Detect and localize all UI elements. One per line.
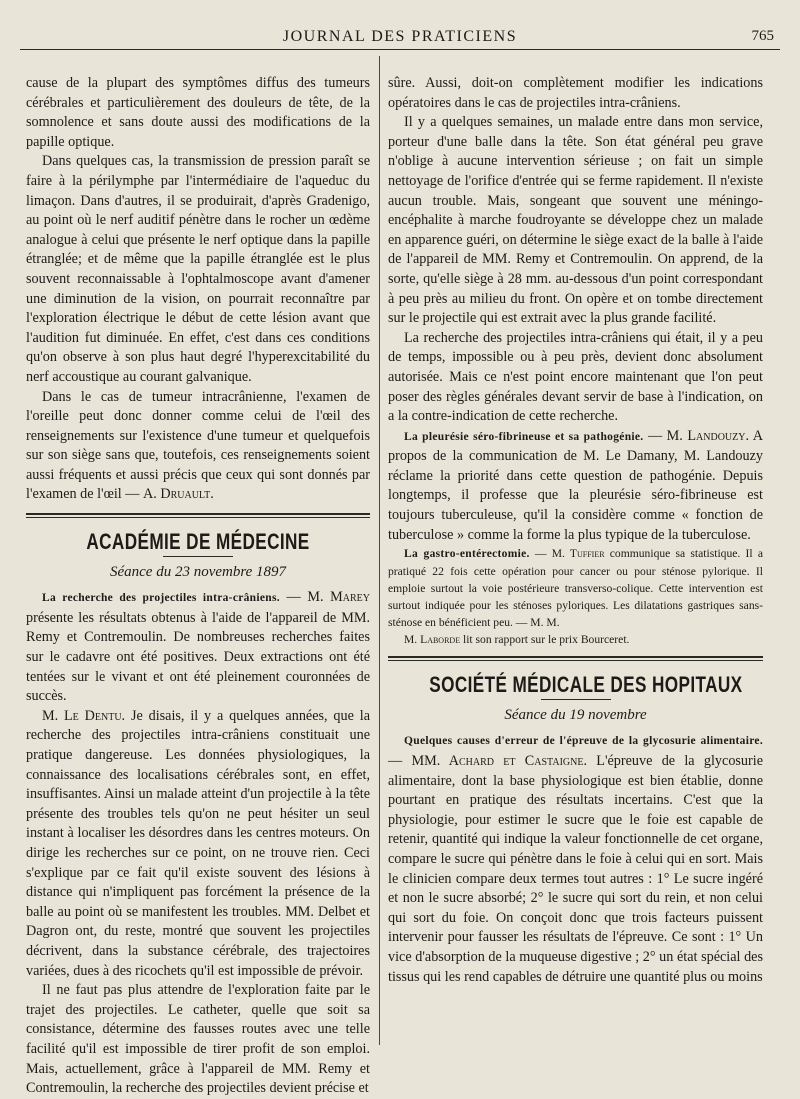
author-name: — MM. Achard et Castaigne. bbox=[388, 753, 587, 770]
paragraph bbox=[26, 588, 370, 707]
author-name: M. Laborde bbox=[404, 633, 461, 647]
rubric-heading: Quelques causes d'erreur de l'épreuve de la glycosurie alimentaire. bbox=[404, 735, 763, 748]
paragraph: Dans quelques cas, la transmission de pression paraît se faire à la périlymphe par l'intermédiaire de l'aqueduc du limaçon. Dans d'autres, il se produirait, d'après Gradenigo, au point où le nerf auditif pénètre dans le rocher un œdème analogue à celui que présente le nerf optique dans la papille étranglée; et de même que la papille étranglée est le plus souvent reconnaissable à l'ophtalmoscope avant d'amener une diminution de la vision, on pourrait reconnaître par l'exploration électrique le début de cette lésion avant que l'audition fut diminuée. En effet, c'est dans ces conditions qu'on observe à son plus haut degré l'hyperexcitabilité du nerf accoustique au courant galvanique. bbox=[26, 153, 370, 385]
journal-title: JOURNAL DES PRATICIENS bbox=[282, 28, 518, 45]
paragraph-text: lit son rapport sur le prix Bourceret. bbox=[460, 633, 630, 647]
paragraph: Il ne faut pas plus attendre de l'exploration faite par le trajet des projectiles. Le catheter, quelle que soit sa consistance, détermine des fausses routes avec une telle facilité qu'il est impossible de tirer profit de son emploi. Mais, actuellement, grâce à l'appareil de MM. Remy et Contremoulin, la recherche des projectiles devient précise et bbox=[26, 982, 370, 1097]
paragraph: La recherche des projectiles intra-crâniens qui était, il y a peu de temps, impossible ou à peu près, devient donc absolument autorisée. Mais ce n'est point encore maintenant que l'on peut poser des règles générales devant servir de base à l'indication, on a la contre-indication de cette recherche. bbox=[388, 329, 763, 425]
paragraph bbox=[26, 707, 370, 981]
section-title-societe: SOCIÉTÉ MÉDICALE DES HOPITAUX bbox=[429, 672, 743, 698]
left-column bbox=[26, 74, 370, 1099]
section-rule bbox=[388, 656, 763, 661]
session-date: Séance du 23 novembre 1897 bbox=[109, 563, 287, 580]
rubric-heading: La recherche des projectiles intra-crâniens. bbox=[42, 592, 280, 605]
short-rule bbox=[541, 699, 611, 700]
paragraph-text: Je disais, il y a quelques années, que la recherche des projectiles intra-crâniens constituait une pratique dangereuse. Les données physiologiques, la connaissance des localisations cérébrales sont, en effet, insuffisantes. Ainsi un malade atteint d'un projectile à la tête présente des troubles tels qu'on ne peut hésiter un seul instant à localiser les désordres dans les centres moteurs. On dirige les recherches sur ce point, on ne trouve rien. Ceci s'explique par ce fait qu'il existe souvent des lésions à distance qui n'impliquent pas forcément la présence de la balle au point où se manifestent les troubles. MM. Delbet et Dagron ont, du reste, montré que souvent les projectiles décrivent, dans la substance cérébrale, des trajectoires variées, dues à des ricochets qu'il est impossible de prévoir. bbox=[26, 707, 370, 979]
paragraph: cause de la plupart des symptômes diffus des tumeurs cérébrales et particulièrement des douleurs de tête, de la somnolence et sans doute aussi des modifications de la papille optique. bbox=[26, 75, 370, 150]
short-rule bbox=[163, 556, 233, 557]
paragraph bbox=[26, 388, 370, 506]
paragraph bbox=[388, 427, 763, 546]
paragraph-text: L'épreuve de la glycosurie alimentaire, dont la base physiologique est bien établie, donne pourtant en pratique des résultats incertains. C'est que la physiologie, pour estimer le sucre que le foie est capable de retenir, quantité qui indique la valeur fonctionnelle de cet organe, compare le sucre qui pénètre dans le foie à celui qui en sort. Mais le clinicien compare deux termes tout autres : 1° Le sucre ingéré et non le sucre absorbé; 2° le sucre qui sort du rein, et non celui qui sort du foie. On conçoit donc que trois facteurs puissent intervenir pour fausser les résultats de l'épreuve. Ce sont : 1° Un vice d'absorption de la muqueuse digestive ; 2° un état spécial des tissus qui les rend capables de détruire une quantité plus ou moins bbox=[388, 753, 763, 985]
author-name: — M. Landouzy. bbox=[643, 427, 750, 444]
header-rule bbox=[20, 49, 780, 50]
author-name: M. Le Dentu. bbox=[42, 707, 126, 724]
paragraph bbox=[388, 631, 763, 648]
author-name: — M. Tuffier bbox=[529, 547, 605, 561]
author-name: — M. Marey bbox=[279, 589, 370, 606]
paragraph: sûre. Aussi, doit-on complètement modifier les indications opératoires dans le cas de projectiles intra-crâniens. bbox=[388, 75, 763, 111]
page-number: 765 bbox=[751, 28, 774, 44]
right-column bbox=[388, 74, 763, 987]
page-header bbox=[20, 22, 780, 52]
paragraph-text: communique sa statistique. Il a pratiqué 22 fois cette opération pour cancer ou pour sténose pylorique. Il emploie surtout la voie postérieure transverso-colique. Cette intervention est surtout indiquée pour les sténoses pyloriques. Les dilatations gastriques sans-sténose en bénéficient peu. — M. M. bbox=[388, 547, 763, 630]
paragraph-text: A propos de la communication de M. Le Damany, M. Landouzy réclame la priorité dans cette question de pathogénie. Depuis longtemps, il professe que la pleurésie séro-fibrineuse est toujours tuberculeuse, qu'il la considère comme « fonction de tuberculose » comme la forme la plus typique de la tuberculose. bbox=[388, 427, 763, 543]
column-divider bbox=[379, 56, 380, 1045]
paragraph-text: présente les résultats obtenus à l'aide de l'appareil de MM. Remy et Contremoulin. De nombreuses recherches faites sur le cadavre ont été positives. Deux extractions ont été tentées sur le vivant et ont été pleinement couronnées de succès. bbox=[26, 609, 370, 705]
section-rule bbox=[26, 513, 370, 518]
paragraph-text: Dans le cas de tumeur intracrânienne, l'examen de l'oreille peut donc donner comme celui de l'œil des renseignements sur l'existence d'une tumeur et quelquefois sur son siège sans que, toutefois, ces renseignements soient aussi fréquents et aussi précis que ceux qui sont donnés par l'examen de l'œil — bbox=[26, 388, 370, 503]
paragraph bbox=[388, 731, 763, 987]
rubric-heading: La pleurésie séro-fibrineuse et sa pathogénie. bbox=[404, 430, 644, 443]
paragraph: Il y a quelques semaines, un malade entre dans mon service, porteur d'une balle dans la tête. Son état général peu grave n'oblige à aucune intervention sérieuse ; on fait un simple nettoyage de l'orifice d'entrée qui se ferme rapidement. Il n'existe aucun trouble. Mais, songeant que souvent une méningo-encéphalite à marche foudroyante se développe chez un malade en apparence guéri, on détermine le siège exact de la balle à l'aide de l'appareil de MM. Remy et Contremoulin. On apprend, de la sorte, qu'elle siège à 28 mm. au-dessous d'un point correspondant à peu près au milieu du front. On opère et on tombe directement sur le projectile qui est extrait avec la plus grande facilité. bbox=[388, 114, 763, 327]
rubric-heading: La gastro-entérectomie. bbox=[404, 548, 530, 561]
session-date: Séance du 19 novembre bbox=[504, 706, 647, 723]
paragraph bbox=[388, 545, 763, 631]
author-signature: A. Druault. bbox=[143, 486, 214, 503]
section-title-academie: ACADÉMIE DE MÉDECINE bbox=[86, 529, 310, 555]
